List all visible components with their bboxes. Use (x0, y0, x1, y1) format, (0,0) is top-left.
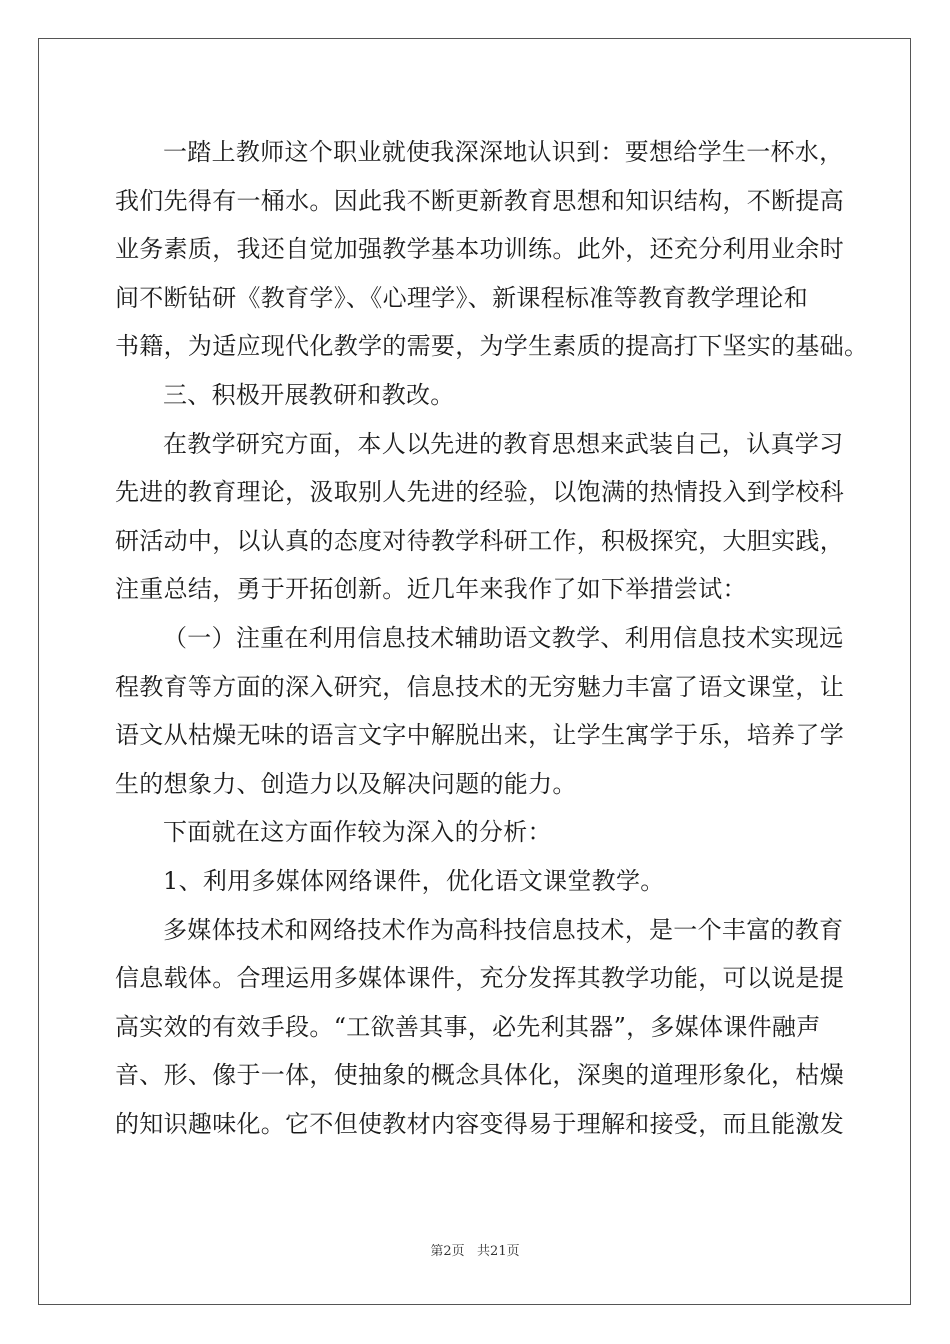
text-line: 书籍，为适应现代化教学的需要，为学生素质的提高打下坚实的基础。 (115, 332, 869, 361)
text-line: 先进的教育理论，汲取别人先进的经验，以饱满的热情投入到学校科 (115, 478, 844, 507)
text-line: 语文从枯燥无味的语言文字中解脱出来，让学生寓学于乐，培养了学 (115, 721, 844, 750)
text-line: 高实效的有效手段。“工欲善其事，必先利其器”，多媒体课件融声 (115, 1012, 821, 1041)
text-line: 间不断钻研《教育学》、《心理学》、新课程标准等教育教学理论和 (115, 283, 808, 312)
text-line: 下面就在这方面作较为深入的分析： (163, 818, 552, 847)
text-line: 注重总结，勇于开拓创新。近几年来我作了如下举措尝试： (115, 575, 747, 604)
page-number-footer: 第2页 共21页 (430, 1244, 520, 1259)
document-body (115, 128, 869, 1148)
text-line: 生的想象力、创造力以及解决问题的能力。 (115, 769, 577, 798)
numbered-heading: 1、利用多媒体网络课件，优化语文课堂教学。 (163, 866, 665, 895)
text-line: 研活动中，以认真的态度对待教学科研工作，积极探究，大胆实践， (115, 526, 844, 555)
text-line: 多媒体技术和网络技术作为高科技信息技术，是一个丰富的教育 (163, 915, 844, 944)
text-line: 在教学研究方面，本人以先进的教育思想来武装自己，认真学习 (163, 429, 844, 458)
section-heading: 三、积极开展教研和教改。 (163, 380, 455, 409)
text-line: 音、形、像于一体，使抽象的概念具体化，深奥的道理形象化，枯燥 (115, 1061, 844, 1090)
text-line: 我们先得有一桶水。因此我不断更新教育思想和知识结构，不断提高 (115, 186, 844, 215)
text-line: 程教育等方面的深入研究，信息技术的无穷魅力丰富了语文课堂，让 (115, 672, 844, 701)
text-line: 一踏上教师这个职业就使我深深地认识到：要想给学生一杯水， (163, 138, 844, 166)
subsection-line: （一）注重在利用信息技术辅助语文教学、利用信息技术实现远 (163, 623, 844, 652)
text-line: 业务素质，我还自觉加强教学基本功训练。此外，还充分利用业余时 (115, 235, 844, 264)
text-line: 的知识趣味化。它不但使教材内容变得易于理解和接受，而且能激发 (115, 1109, 844, 1138)
text-line: 信息载体。合理运用多媒体课件，充分发挥其教学功能，可以说是提 (115, 964, 844, 993)
